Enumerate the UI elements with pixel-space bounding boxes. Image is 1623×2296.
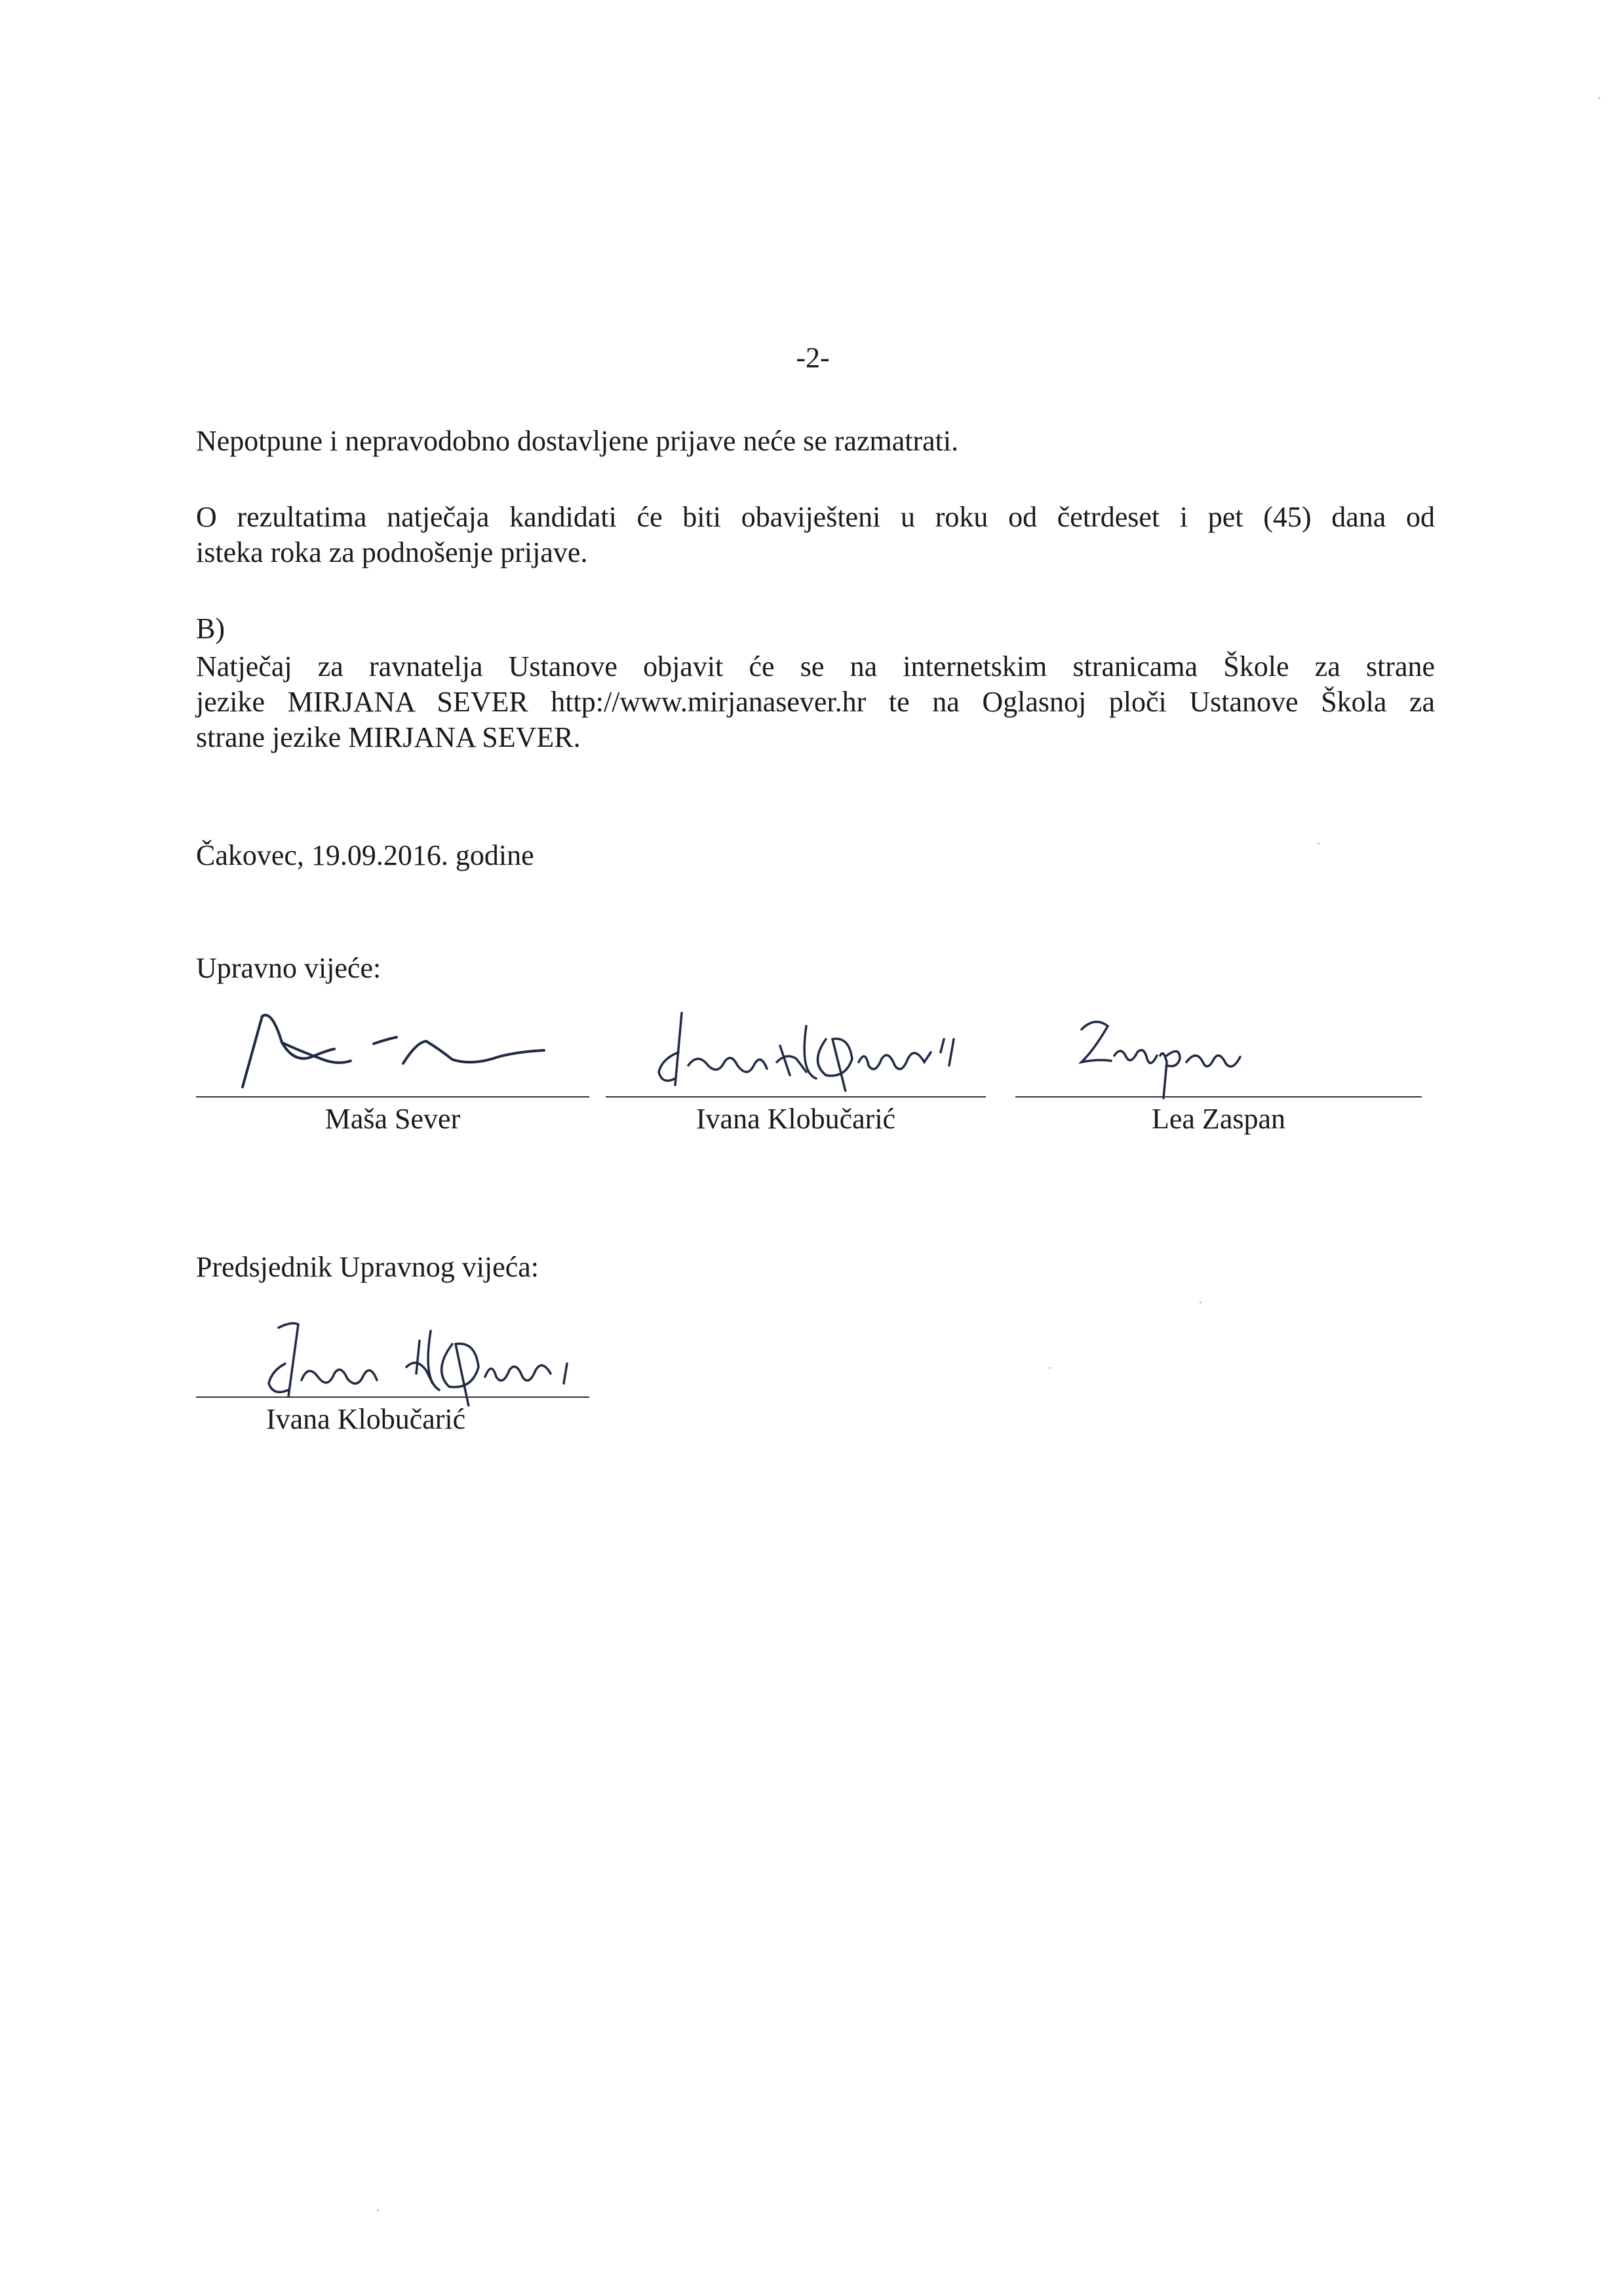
- scan-speck: [1200, 1301, 1202, 1303]
- board-heading: Upravno vijeće:: [196, 952, 381, 984]
- signature-line: [1015, 1096, 1422, 1098]
- paragraph-line: jezike MIRJANA SEVER http://www.mirjanasever.hr te na Oglasnoj ploči Ustanove Škola za: [196, 686, 1435, 718]
- member-name: Ivana Klobučarić: [695, 1103, 896, 1135]
- paragraph-line: isteka roka za podnošenje prijave.: [196, 536, 588, 568]
- signature-masa-sever: [236, 1003, 551, 1095]
- signature-ivana-klobucaric: [649, 1000, 990, 1092]
- signature-line: [196, 1396, 589, 1398]
- paragraph-line: O rezultatima natječaja kandidati će biti obaviješteni u roku od četrdeset i pet (45) dana od: [196, 501, 1435, 533]
- place-date: Čakovec, 19.09.2016. godine: [196, 839, 534, 871]
- signature-scribble: [236, 1003, 551, 1095]
- signature-scribble: [259, 1308, 587, 1406]
- scan-speck: [377, 2209, 379, 2211]
- scan-speck: [1318, 842, 1320, 844]
- paragraph-line: Nepotpune i nepravodobno dostavljene prijave neće se razmatrati.: [196, 425, 959, 457]
- member-name: Lea Zaspan: [1152, 1103, 1285, 1135]
- signature-scribble: [649, 1000, 990, 1092]
- section-label-b: B): [196, 612, 225, 644]
- scan-speck: [1049, 1367, 1051, 1369]
- president-name: Ivana Klobučarić: [266, 1403, 466, 1435]
- page-number: -2-: [796, 342, 830, 374]
- paragraph-publication: [196, 649, 1435, 755]
- signature-president: [259, 1308, 587, 1406]
- member-name: Maša Sever: [324, 1103, 461, 1135]
- president-heading: Predsjednik Upravnog vijeća:: [196, 1251, 539, 1283]
- paragraph-results-notice: [196, 500, 1435, 570]
- signature-line: [606, 1096, 986, 1098]
- paragraph-line: strane jezike MIRJANA SEVER.: [196, 721, 581, 753]
- signature-scribble: [1068, 1010, 1252, 1101]
- signature-line: [196, 1096, 589, 1098]
- signature-lea-zaspan: [1068, 1010, 1252, 1101]
- paragraph-incomplete-applications: [196, 424, 1435, 459]
- scan-speck: [1598, 97, 1600, 99]
- paragraph-line: Natječaj za ravnatelja Ustanove objavit će se na internetskim stranicama Škole za strane: [196, 650, 1435, 683]
